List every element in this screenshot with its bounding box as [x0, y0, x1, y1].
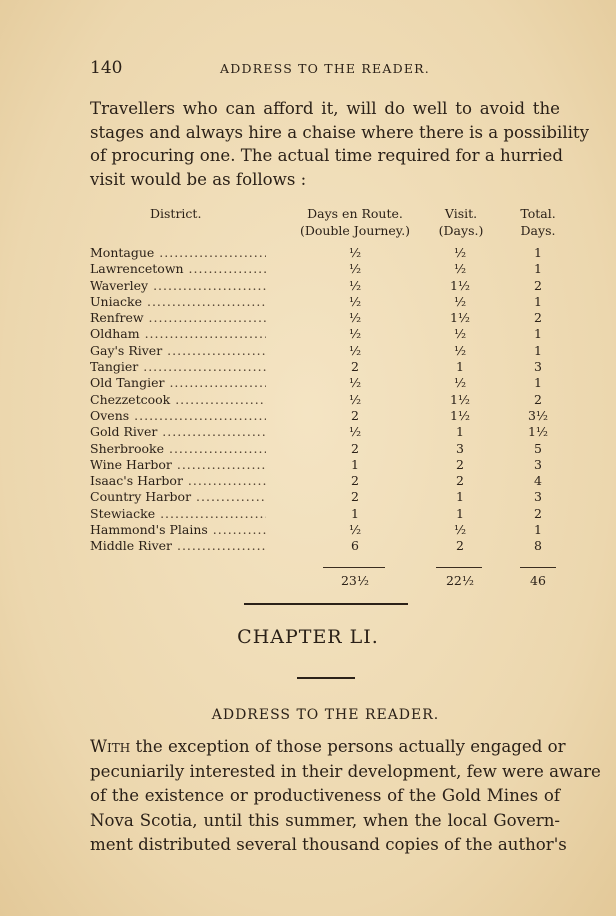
intro-paragraph — [90, 97, 589, 191]
body-line: of the existence or productiveness of the Gold Mines of — [90, 786, 560, 805]
table-row — [90, 522, 560, 538]
intro-line: stages and always hire a chaise where there is a possibility — [90, 122, 589, 142]
route-days: ½ — [348, 391, 362, 407]
district-name: Sherbrooke ..... — [90, 441, 266, 457]
total-days: 3½ — [527, 407, 549, 423]
route-days: 2 — [351, 489, 359, 505]
visit-days: 1½ — [449, 391, 471, 407]
table-row — [90, 473, 560, 489]
route-column-header: Days en Route. (Double Journey.) — [299, 206, 411, 238]
district-name: Uniacke ..... — [90, 294, 266, 310]
route-days: ½ — [348, 310, 362, 326]
visit-days: ½ — [453, 326, 467, 342]
route-sum-rule — [323, 567, 385, 568]
visit-days: ½ — [453, 342, 467, 358]
district-name: Tangier ..... — [90, 359, 266, 375]
visit-days: ½ — [453, 261, 467, 277]
route-days: ½ — [348, 326, 362, 342]
visit-days: 1½ — [449, 407, 471, 423]
intro-line: of procuring one. The actual time required for a hurried — [90, 146, 563, 165]
route-days: 2 — [351, 440, 359, 456]
district-name: Chezzetcook ..... — [90, 392, 266, 408]
total-days: 1 — [534, 293, 542, 309]
body-line: Nova Scotia, until this summer, when the local Govern- — [90, 810, 560, 830]
total-days: 1½ — [527, 424, 549, 440]
visit-days: ½ — [453, 245, 467, 260]
running-title: ADDRESS TO THE READER. — [220, 61, 430, 76]
body-line: With the exception of those persons actually engaged or — [90, 737, 566, 756]
total-days: 2 — [534, 391, 542, 407]
visit-days: ½ — [453, 522, 467, 538]
total-days: 1 — [534, 261, 542, 277]
total-days: 1 — [534, 375, 542, 391]
district-name: Isaac's Harbor ..... — [90, 473, 266, 489]
total-days: 3 — [534, 359, 542, 375]
route-days: ½ — [348, 342, 362, 358]
route-days: 1 — [351, 505, 359, 521]
total-days: 4 — [534, 473, 542, 489]
visit-sum-rule — [436, 567, 482, 568]
table-row — [90, 408, 560, 424]
total-days: 3 — [534, 489, 542, 505]
district-name: Gold River ..... — [90, 424, 266, 440]
chapter-title: ADDRESS TO THE READER. — [211, 707, 440, 723]
chapter-heading: CHAPTER LI. — [237, 626, 379, 648]
total-days: 8 — [534, 538, 542, 554]
total-column-header: Total. Days. — [520, 206, 556, 238]
body-line: pecuniarily interested in their development, few were aware — [90, 761, 601, 781]
table-row — [90, 359, 560, 375]
chapter-body — [90, 735, 601, 858]
total-days: 2 — [534, 277, 542, 293]
visit-days: 1½ — [449, 277, 471, 293]
route-days: 6 — [351, 538, 359, 554]
route-days: ½ — [348, 424, 362, 440]
total-days: 5 — [534, 440, 542, 456]
table-row — [90, 245, 560, 261]
visit-days: 2 — [456, 538, 464, 554]
visit-days: 3 — [456, 440, 464, 456]
route-days: ½ — [348, 277, 362, 293]
visit-days: 2 — [456, 456, 464, 472]
district-name: Gay's River ..... — [90, 343, 266, 359]
intro-line: visit would be as follows : — [90, 169, 307, 189]
visit-days: ½ — [453, 375, 467, 391]
drop-word: With — [90, 737, 131, 756]
table-row — [90, 538, 560, 554]
visit-days: ½ — [453, 293, 467, 309]
visit-days: 1½ — [449, 310, 471, 326]
district-name: Oldham ..... — [90, 326, 266, 342]
total-days: 2 — [534, 310, 542, 326]
table-body — [90, 245, 560, 555]
route-days: 2 — [351, 473, 359, 489]
district-name: Stewiacke ..... — [90, 506, 266, 522]
district-name: Old Tangier ..... — [90, 375, 266, 391]
table-row — [90, 441, 560, 457]
total-days: 2 — [534, 505, 542, 521]
table-row — [90, 278, 560, 294]
body-line: ment distributed several thousand copies of the author's — [90, 835, 567, 854]
table-row — [90, 310, 560, 326]
total-days: 3 — [534, 456, 542, 472]
section-divider — [244, 603, 408, 605]
table-row — [90, 294, 560, 310]
total-days: 1 — [534, 245, 542, 260]
table-row — [90, 489, 560, 505]
visit-days: 1 — [456, 489, 464, 505]
route-days: ½ — [348, 245, 362, 260]
total-days: 1 — [534, 342, 542, 358]
visit-column-header: Visit. (Days.) — [438, 206, 484, 238]
district-name: Lawrencetown ..... — [90, 261, 266, 277]
district-name: Country Harbor ..... — [90, 489, 266, 505]
visit-total: 22½ — [445, 573, 475, 588]
total-days: 1 — [534, 522, 542, 538]
table-row — [90, 392, 560, 408]
page-number: 140 — [90, 58, 123, 78]
route-days: ½ — [348, 293, 362, 309]
table-row — [90, 506, 560, 522]
district-name: Renfrew ..... — [90, 310, 266, 326]
visit-days: 1 — [456, 424, 464, 440]
table-row — [90, 343, 560, 359]
visit-days: 2 — [456, 473, 464, 489]
route-days: 2 — [351, 359, 359, 375]
route-days: ½ — [348, 261, 362, 277]
intro-line: Travellers who can afford it, will do well to avoid the — [90, 99, 560, 118]
running-head — [90, 58, 560, 82]
visit-days: 1 — [456, 359, 464, 375]
total-days: 1 — [534, 326, 542, 342]
table-row — [90, 424, 560, 440]
grand-total: 46 — [530, 573, 546, 588]
visit-days: 1 — [456, 505, 464, 521]
route-days: 1 — [351, 456, 359, 472]
route-total: 23½ — [340, 573, 370, 588]
table-row — [90, 261, 560, 277]
table-row — [90, 326, 560, 342]
district-name: Hammond's Plains ..... — [90, 522, 266, 538]
route-days: ½ — [348, 522, 362, 538]
table-row — [90, 457, 560, 473]
district-name: Ovens ..... — [90, 408, 266, 424]
total-sum-rule — [520, 567, 556, 568]
district-column-header: District. — [150, 206, 202, 221]
district-name: Middle River ..... — [90, 538, 266, 554]
table-row — [90, 375, 560, 391]
route-days: ½ — [348, 375, 362, 391]
district-name: Montague ..... — [90, 245, 266, 261]
district-name: Wine Harbor ..... — [90, 457, 266, 473]
route-days: 2 — [351, 407, 359, 423]
district-name: Waverley ..... — [90, 278, 266, 294]
chapter-rule — [297, 677, 355, 679]
